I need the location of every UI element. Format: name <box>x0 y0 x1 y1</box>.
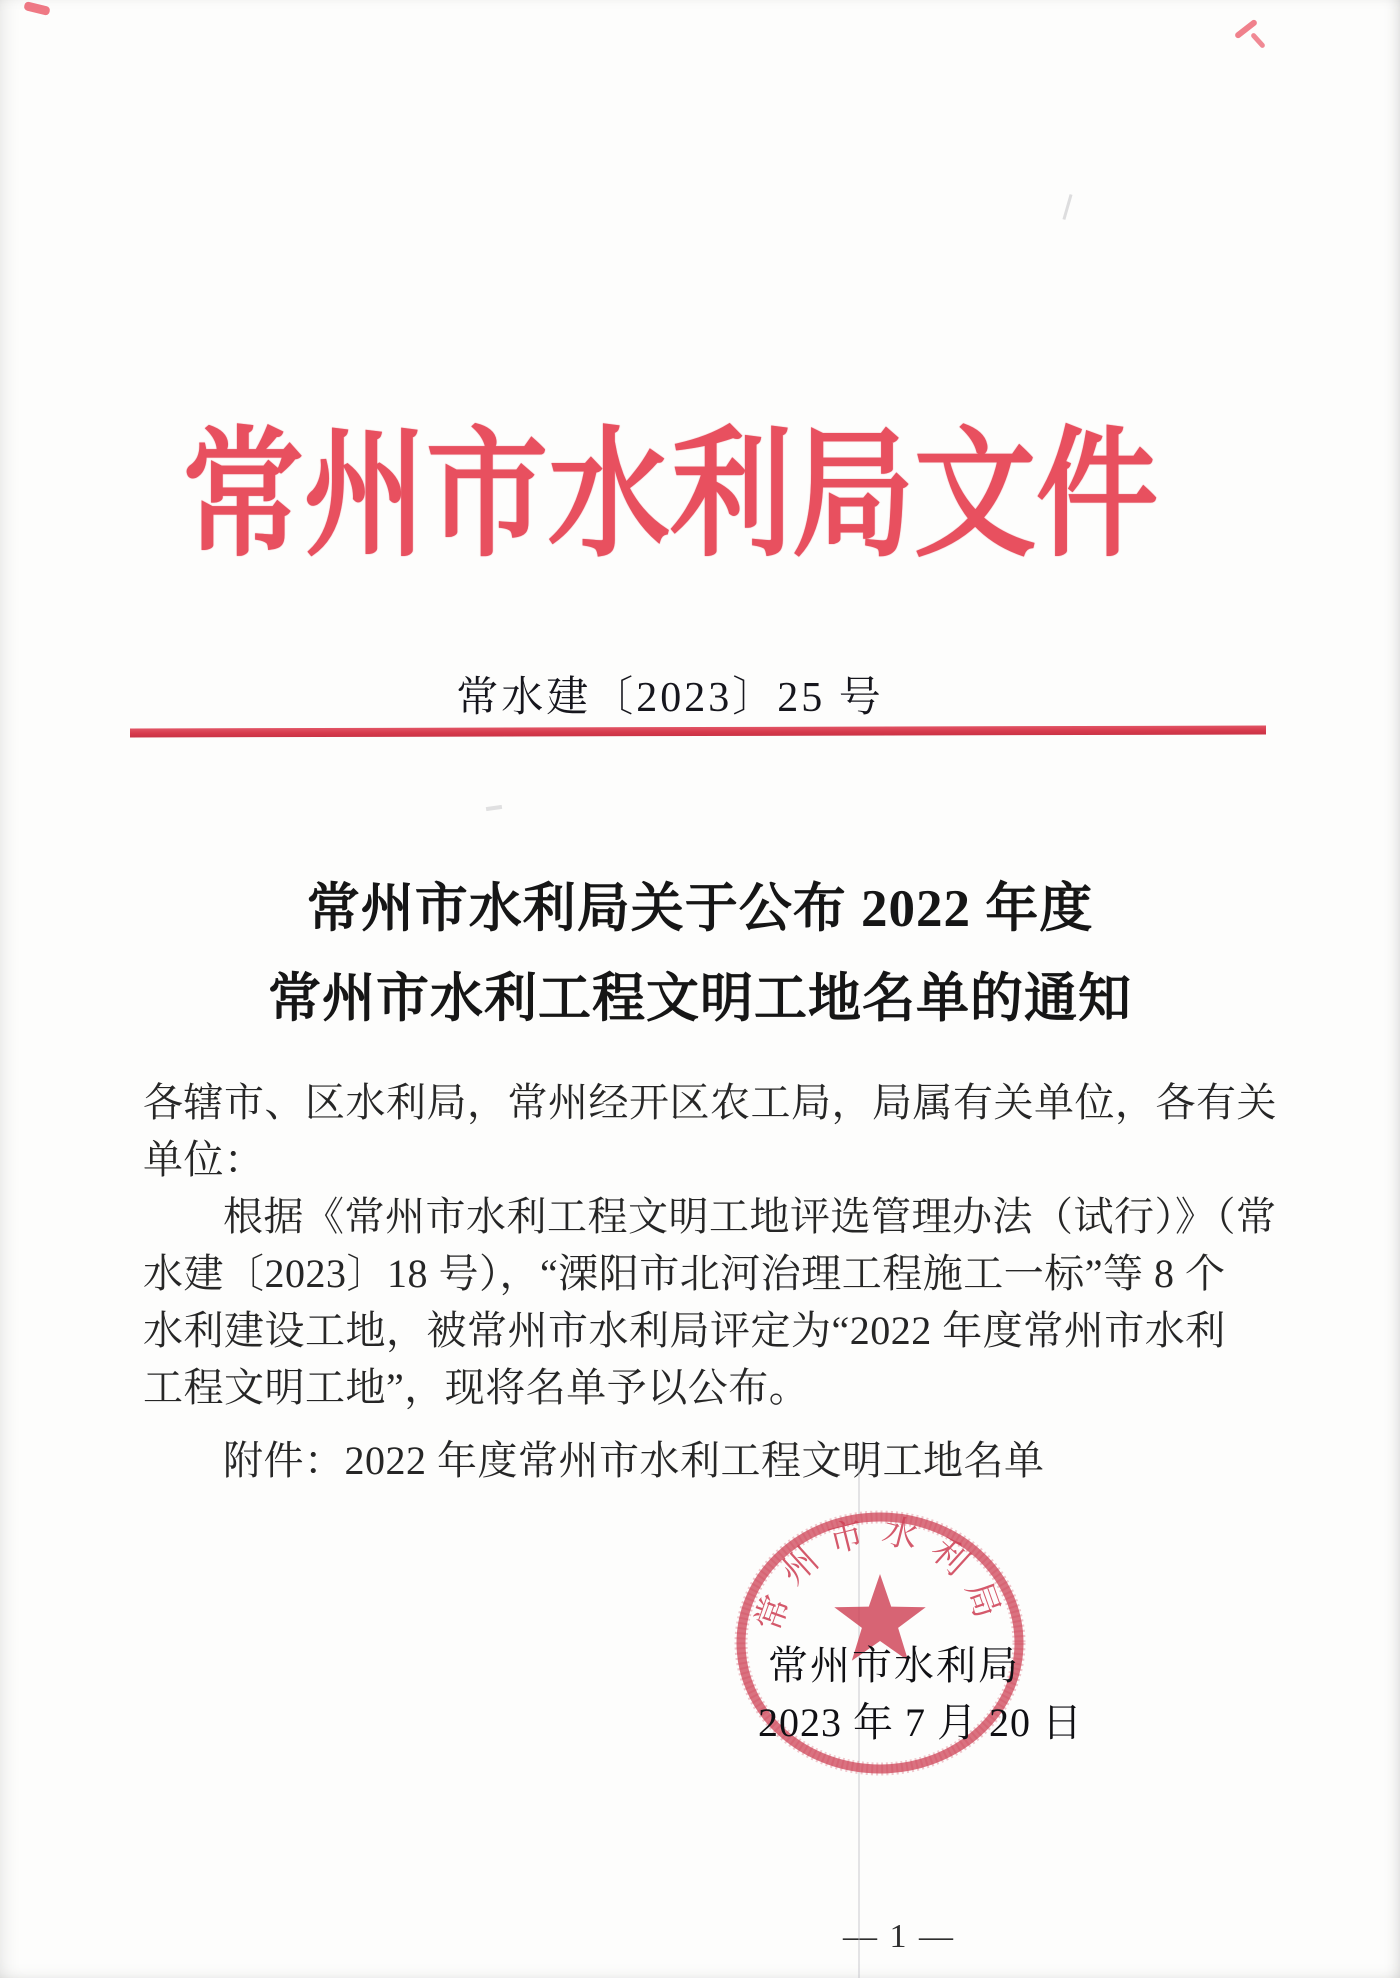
red-divider-rule <box>130 726 1266 738</box>
body-line-salutation-2: 单位： <box>143 1137 265 1182</box>
scan-artifact-red-top-right-2 <box>1250 32 1266 49</box>
scan-artifact-red-top-left <box>23 1 50 16</box>
seal-ring-label: 常州市水利局 <box>748 1510 1012 1636</box>
scan-artifact-gray-center <box>486 805 502 811</box>
body-line-paragraph-4: 工程文明工地”，现将名单予以公布。 <box>143 1365 810 1410</box>
page-number: — 1 — <box>843 1918 955 1955</box>
attachment-line: 附件：2022 年度常州市水利工程文明工地名单 <box>223 1438 1045 1483</box>
body-line-paragraph-1: 根据《常州市水利工程文明工地评选管理办法（试行）》（常 <box>223 1194 1277 1239</box>
letterhead-title: 常州市水利局文件 <box>182 418 1158 575</box>
signature-organization: 常州市水利局 <box>768 1643 1020 1688</box>
body-line-salutation-1: 各辖市、区水利局，常州经开区农工局，局属有关单位，各有关 <box>143 1080 1277 1125</box>
signature-date: 2023 年 7 月 20 日 <box>758 1700 1083 1745</box>
document-title <box>0 864 1400 1044</box>
document-title-line1: 常州市水利局关于公布 2022 年度 <box>306 880 1094 938</box>
document-number: 常水建〔2023〕25 号 <box>456 675 884 721</box>
scan-artifact-gray-right <box>1062 194 1072 220</box>
document-body <box>143 1074 1277 1489</box>
document-title-line2: 常州市水利工程文明工地名单的通知 <box>268 970 1132 1028</box>
body-line-paragraph-3: 水利建设工地，被常州市水利局评定为“2022 年度常州市水利 <box>143 1308 1226 1353</box>
body-line-paragraph-2: 水建〔2023〕18 号），“溧阳市北河治理工程施工一标”等 8 个 <box>143 1251 1226 1296</box>
